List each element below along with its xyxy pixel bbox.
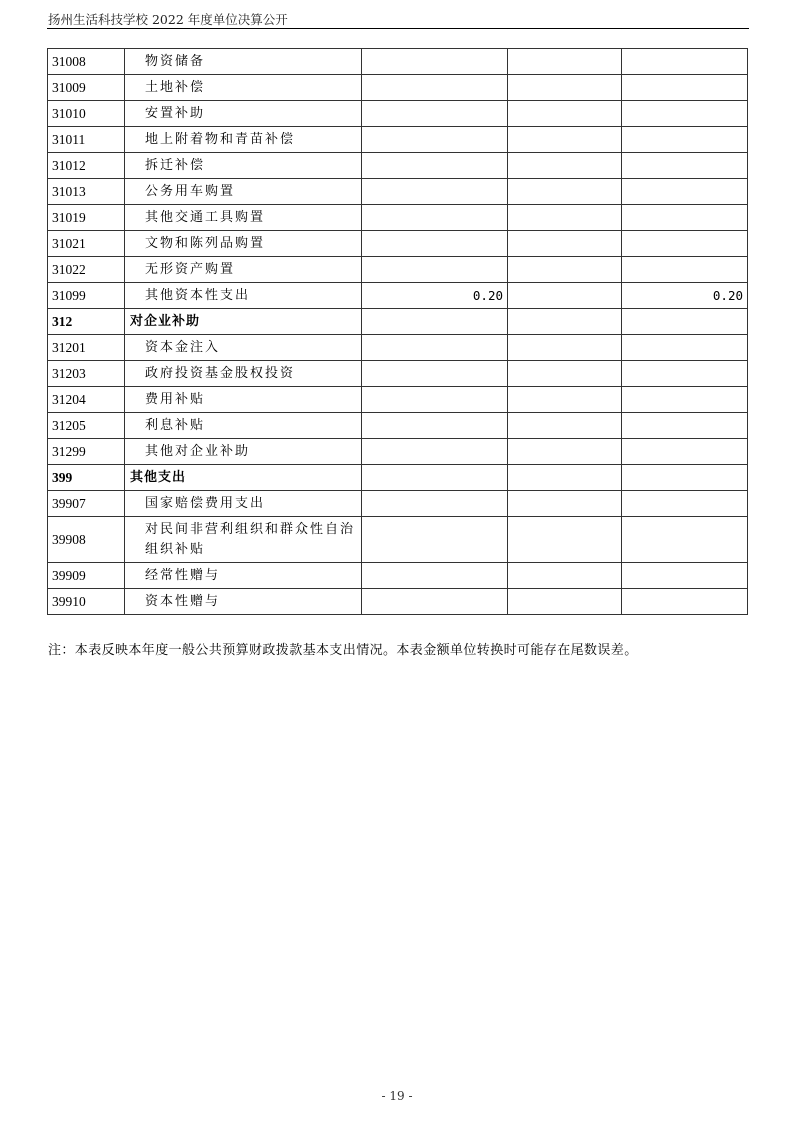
amount-public-cell bbox=[622, 387, 748, 413]
amount-total-cell bbox=[362, 49, 508, 75]
amount-public-cell bbox=[622, 361, 748, 387]
amount-total-cell bbox=[362, 231, 508, 257]
amount-personnel-cell bbox=[508, 517, 622, 563]
economic-code-cell: 31010 bbox=[48, 101, 125, 127]
expense-item-cell: 安置补助 bbox=[125, 101, 362, 127]
table-row bbox=[48, 283, 748, 309]
economic-code-cell: 39908 bbox=[48, 517, 125, 563]
economic-code-cell: 31011 bbox=[48, 127, 125, 153]
economic-code-cell: 31013 bbox=[48, 179, 125, 205]
economic-code-cell: 31019 bbox=[48, 205, 125, 231]
amount-personnel-cell bbox=[508, 563, 622, 589]
economic-code-cell: 31022 bbox=[48, 257, 125, 283]
amount-public-cell bbox=[622, 517, 748, 563]
amount-public-cell bbox=[622, 101, 748, 127]
table-footnote: 注：本表反映本年度一般公共预算财政拨款基本支出情况。本表金额单位转换时可能存在尾数误差。 bbox=[48, 643, 638, 658]
table-row bbox=[48, 49, 748, 75]
expense-item-cell: 其他对企业补助 bbox=[125, 439, 362, 465]
table-row bbox=[48, 153, 748, 179]
table-row bbox=[48, 491, 748, 517]
amount-personnel-cell bbox=[508, 257, 622, 283]
amount-personnel-cell bbox=[508, 491, 622, 517]
expense-item-cell: 文物和陈列品购置 bbox=[125, 231, 362, 257]
expense-item-cell: 公务用车购置 bbox=[125, 179, 362, 205]
economic-code-cell: 31021 bbox=[48, 231, 125, 257]
amount-public-cell bbox=[622, 205, 748, 231]
amount-public-cell bbox=[622, 335, 748, 361]
table-row bbox=[48, 387, 748, 413]
amount-public-cell bbox=[622, 589, 748, 615]
page-header-title: 扬州生活科技学校 2022 年度单位决算公开 bbox=[48, 12, 288, 27]
table-row bbox=[48, 127, 748, 153]
amount-public-cell bbox=[622, 75, 748, 101]
amount-total-cell bbox=[362, 491, 508, 517]
amount-public-cell bbox=[622, 309, 748, 335]
amount-public-cell bbox=[622, 127, 748, 153]
amount-total-cell bbox=[362, 153, 508, 179]
expense-item-cell: 费用补贴 bbox=[125, 387, 362, 413]
amount-public-cell bbox=[622, 563, 748, 589]
table-row bbox=[48, 205, 748, 231]
expense-item-cell: 地上附着物和青苗补偿 bbox=[125, 127, 362, 153]
table-row bbox=[48, 517, 748, 563]
amount-total-cell bbox=[362, 589, 508, 615]
amount-public-cell bbox=[622, 439, 748, 465]
expense-category-cell: 其他支出 bbox=[125, 465, 362, 491]
amount-public-cell bbox=[622, 465, 748, 491]
amount-total-cell bbox=[362, 127, 508, 153]
amount-total-cell bbox=[362, 387, 508, 413]
amount-total-cell bbox=[362, 257, 508, 283]
expense-item-cell: 其他资本性支出 bbox=[125, 283, 362, 309]
amount-total-cell bbox=[362, 361, 508, 387]
table-row bbox=[48, 335, 748, 361]
economic-code-cell: 31009 bbox=[48, 75, 125, 101]
amount-public-cell bbox=[622, 49, 748, 75]
amount-total-cell bbox=[362, 563, 508, 589]
amount-public-cell bbox=[622, 179, 748, 205]
amount-total-cell bbox=[362, 465, 508, 491]
amount-total-cell bbox=[362, 179, 508, 205]
amount-public-cell: 0.20 bbox=[622, 283, 748, 309]
expense-item-cell: 拆迁补偿 bbox=[125, 153, 362, 179]
amount-personnel-cell bbox=[508, 589, 622, 615]
table-row bbox=[48, 179, 748, 205]
economic-code-cell: 31099 bbox=[48, 283, 125, 309]
expense-item-cell: 土地补偿 bbox=[125, 75, 362, 101]
page-number: - 19 - bbox=[381, 1089, 413, 1103]
expense-item-cell: 对民间非营利组织和群众性自治组织补贴 bbox=[125, 517, 362, 563]
amount-personnel-cell bbox=[508, 413, 622, 439]
expense-item-cell: 物资储备 bbox=[125, 49, 362, 75]
table-body bbox=[48, 49, 748, 615]
amount-total-cell bbox=[362, 101, 508, 127]
table-row bbox=[48, 563, 748, 589]
economic-code-cell: 31203 bbox=[48, 361, 125, 387]
amount-total-cell bbox=[362, 75, 508, 101]
amount-public-cell bbox=[622, 153, 748, 179]
category-row bbox=[48, 465, 748, 491]
amount-personnel-cell bbox=[508, 101, 622, 127]
economic-code-cell: 399 bbox=[48, 465, 125, 491]
expense-item-cell: 资本金注入 bbox=[125, 335, 362, 361]
amount-personnel-cell bbox=[508, 361, 622, 387]
amount-personnel-cell bbox=[508, 387, 622, 413]
economic-code-cell: 31204 bbox=[48, 387, 125, 413]
expense-item-cell: 政府投资基金股权投资 bbox=[125, 361, 362, 387]
expense-item-cell: 国家赔偿费用支出 bbox=[125, 491, 362, 517]
amount-public-cell bbox=[622, 491, 748, 517]
table-row bbox=[48, 231, 748, 257]
table-row bbox=[48, 439, 748, 465]
amount-personnel-cell bbox=[508, 179, 622, 205]
table-row bbox=[48, 413, 748, 439]
expense-item-cell: 利息补贴 bbox=[125, 413, 362, 439]
economic-code-cell: 39909 bbox=[48, 563, 125, 589]
amount-total-cell bbox=[362, 413, 508, 439]
amount-personnel-cell bbox=[508, 231, 622, 257]
expense-item-cell: 无形资产购置 bbox=[125, 257, 362, 283]
table-row bbox=[48, 75, 748, 101]
expense-item-cell: 经常性赠与 bbox=[125, 563, 362, 589]
amount-total-cell bbox=[362, 517, 508, 563]
amount-total-cell bbox=[362, 439, 508, 465]
header-divider bbox=[47, 28, 749, 29]
amount-personnel-cell bbox=[508, 439, 622, 465]
economic-code-cell: 31201 bbox=[48, 335, 125, 361]
amount-total-cell bbox=[362, 309, 508, 335]
expense-item-cell: 其他交通工具购置 bbox=[125, 205, 362, 231]
amount-total-cell bbox=[362, 205, 508, 231]
category-row bbox=[48, 309, 748, 335]
economic-code-cell: 39910 bbox=[48, 589, 125, 615]
economic-code-cell: 312 bbox=[48, 309, 125, 335]
amount-total-cell bbox=[362, 335, 508, 361]
table-row bbox=[48, 257, 748, 283]
table-row bbox=[48, 361, 748, 387]
expense-category-cell: 对企业补助 bbox=[125, 309, 362, 335]
economic-code-cell: 31299 bbox=[48, 439, 125, 465]
amount-personnel-cell bbox=[508, 335, 622, 361]
economic-code-cell: 31205 bbox=[48, 413, 125, 439]
expenditure-table bbox=[47, 48, 748, 615]
economic-code-cell: 39907 bbox=[48, 491, 125, 517]
amount-public-cell bbox=[622, 413, 748, 439]
amount-public-cell bbox=[622, 257, 748, 283]
amount-total-cell: 0.20 bbox=[362, 283, 508, 309]
table-row bbox=[48, 589, 748, 615]
amount-public-cell bbox=[622, 231, 748, 257]
amount-personnel-cell bbox=[508, 49, 622, 75]
amount-personnel-cell bbox=[508, 309, 622, 335]
economic-code-cell: 31012 bbox=[48, 153, 125, 179]
amount-personnel-cell bbox=[508, 283, 622, 309]
amount-personnel-cell bbox=[508, 465, 622, 491]
table-row bbox=[48, 101, 748, 127]
amount-personnel-cell bbox=[508, 127, 622, 153]
economic-code-cell: 31008 bbox=[48, 49, 125, 75]
amount-personnel-cell bbox=[508, 205, 622, 231]
expense-item-cell: 资本性赠与 bbox=[125, 589, 362, 615]
amount-personnel-cell bbox=[508, 75, 622, 101]
amount-personnel-cell bbox=[508, 153, 622, 179]
